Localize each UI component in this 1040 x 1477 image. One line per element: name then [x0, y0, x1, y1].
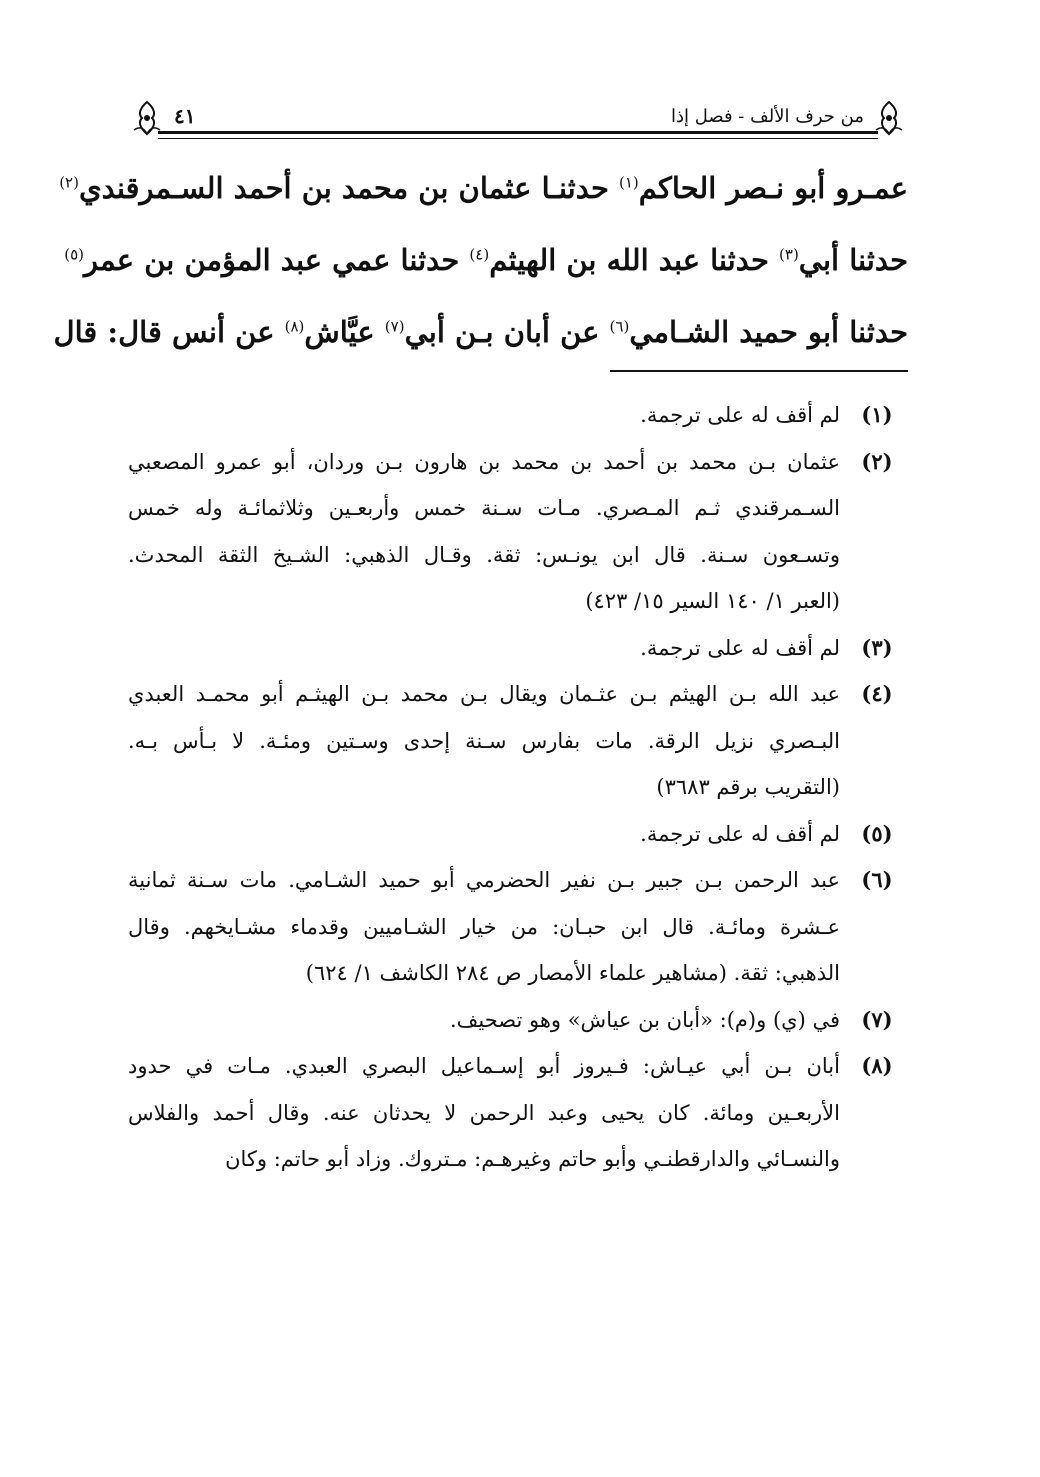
footnote-number: (٣): [861, 634, 893, 660]
main-text-segment: عيَّاش: [304, 315, 385, 349]
footnote-line: الأربعـين ومائة. كان يحيى وعبد الرحمن لا يحدثان عنه. وقال أحمد والفلاس: [128, 1100, 840, 1125]
page-number: ٤١: [174, 104, 196, 128]
main-text-segment: عن أبان بـن أبي: [404, 315, 610, 349]
main-text-segment: حدثنا أبي: [798, 243, 908, 277]
footnote-number: (٢): [861, 448, 893, 474]
footnote: [128, 625, 908, 672]
footnote: [128, 857, 908, 997]
footnote-marker: (٧): [384, 317, 405, 336]
footnote-number: (٧): [861, 1006, 893, 1032]
footnote-line: وتسـعون سـنة. قال ابن يونـس: ثقة. وقـال الذهبي: الشـيخ الثقة المحدث.: [128, 542, 840, 567]
footnote-number: (١): [861, 402, 893, 427]
footnote-separator: [610, 370, 908, 372]
footnote-marker: (٤): [469, 245, 490, 264]
page-header: [128, 92, 908, 142]
footnote-number: (٥): [861, 820, 893, 846]
footnote: [128, 1043, 908, 1183]
footnote-line: في (ي) و(م): «أبان بن عياش» وهو تصحيف.: [449, 1007, 840, 1032]
footnote-line: والنسـائي والدارقطنـي وأبو حاتم وغيرهـم: مـتروك. وزاد أبو حاتم: وكان: [225, 1147, 840, 1171]
ornament-icon: [874, 100, 904, 136]
footnote-line: السـمرقندي ثـم المـصري. مـات سـنة خمس وأربعـين وثلاثمائـة وله خمس: [128, 496, 840, 520]
footnote-number: (٤): [861, 681, 893, 706]
footnote-line: عبد الرحمن بـن جبير بـن نفير الحضرمي أبو حميد الشـامي. مات سـنة ثمانية: [128, 868, 840, 892]
footnote-line: الذهبي: ثقة. (مشاهير علماء الأمصار ص ٢٨٤ الكاشف ١/ ٦٢٤): [305, 961, 840, 985]
footnotes: [128, 392, 908, 1183]
main-text-line: [53, 296, 908, 368]
footnote-line: (العبر ١/ ١٤٠ السير ١٥/ ٤٢٣): [585, 589, 840, 613]
footnote: [128, 392, 908, 439]
header-rule: [158, 131, 878, 134]
footnote-marker: (٣): [779, 245, 799, 264]
footnote-line: لم أقف له على ترجمة.: [640, 635, 840, 660]
footnote-line: أبان بـن أبي عيـاش: فـيروز أبو إسـماعيل البصري العبدي. مـات في حدود: [128, 1054, 840, 1078]
footnote-number: (٨): [861, 1053, 893, 1078]
footnote-number: (٦): [861, 867, 893, 892]
main-text-segment: حدثنا عمي عبد المؤمن بن عمر: [84, 243, 470, 277]
main-text-segment: حدثنا عبد الله بن الهيثم: [489, 243, 780, 277]
main-text: [53, 152, 908, 368]
main-text-segment: حدثنا أبو حميد الشـامي: [629, 315, 908, 349]
main-text-segment: عمـرو أبو نـصر الحاكم: [638, 171, 908, 205]
main-text-line: [64, 224, 908, 296]
header-rule-thin: [158, 138, 878, 139]
footnote-line: (التقريب برقم ٣٦٨٣): [656, 775, 840, 799]
footnote-marker: (٨): [284, 317, 305, 336]
main-text-segment: حدثنـا عثمان بن محمد بن أحمد السـمرقندي: [78, 171, 619, 205]
footnote: [128, 997, 908, 1044]
footnote-marker: (٥): [64, 245, 85, 264]
footnote-line: عبد الله بـن الهيثم بـن عثـمان ويقال بـن محمد بـن الهيثـم أبو محمـد العبدي: [128, 682, 841, 706]
footnote-line: لم أقف له على ترجمة.: [640, 821, 840, 846]
footnote-line: عثمان بـن محمد بن أحمد بن محمد بن هارون بـن وردان، أبو عمرو المصعبي: [128, 449, 840, 474]
footnote-line: لم أقف له على ترجمة.: [640, 403, 840, 427]
main-text-segment: عن أنس قال: قال: [53, 315, 285, 349]
footnote: [128, 671, 908, 811]
footnote-line: البـصري نزيل الرقة. مات بفارس سـنة إحدى وسـتين ومئـة. لا بـأس بـه.: [128, 728, 840, 753]
main-text-line: [59, 152, 908, 224]
footnote-line: عـشرة ومائـة. قال ابن حبـان: من خيار الشـاميين وقدماء مشـايخهم. وقال: [128, 914, 840, 939]
footnote: [128, 811, 908, 858]
footnote-marker: (٦): [609, 317, 630, 336]
footnote-marker: (٢): [59, 173, 79, 192]
footnote-marker: (١): [618, 173, 639, 192]
footnote: [128, 439, 908, 625]
header-title: من حرف الألف - فصل إذا: [671, 106, 864, 127]
